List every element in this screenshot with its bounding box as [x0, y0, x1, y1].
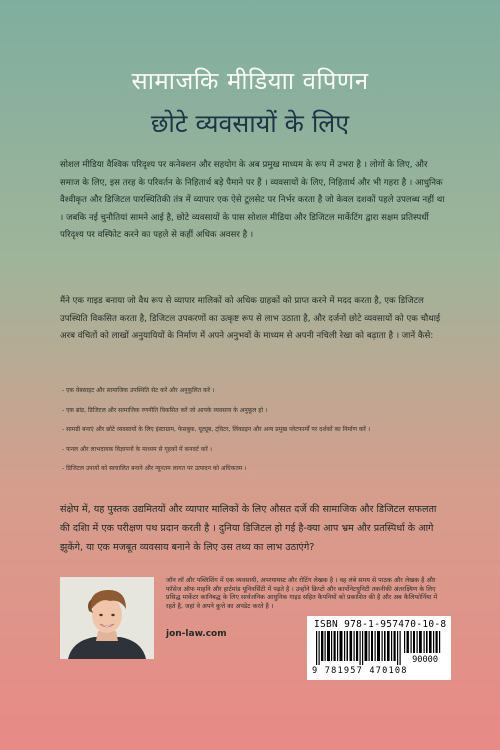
- summary-paragraph: संक्षेप में, यह पुस्तक उद्यमितयों और व्यापार मालिकों के लिए औसत दर्जे की सामाजिक और डिजिटल सफलता की दशिा में एक परीक्षण पथ प्रदान करती है । दुनिया डिजिटल हो गई है-क्या आप भ्रम और प्रतस्पिर्धा के आगे झुकेंगे, या एक मजबूत व्यवसाय बनाने के लिए उस तथ्य का लाभ उठाएंगे?: [60, 504, 437, 553]
- feature-list-item: - डिजिटल उपायों को स्वचालित बनाने और न्यूनतम लागत पर उत्पादन को अधिकतम ।: [62, 465, 247, 472]
- isbn-barcode: [307, 616, 451, 680]
- cover-title-line1: सामाजकि मीडियाा वपिणन: [131, 67, 369, 95]
- author-bio: जॉन लॉ और पब्लिशिंग में एक व्यवसायी, अपरयायस्ट और रोटिंग लेखक है । वह लंबे समय से पाठक और लेखक है और फॉसेज ऑफ माहनि और हार्टमांड यूनिवर्सिटी में पढ़ते है । उन्होंने क्रिप्टो और कार्पोनेटयुनिटी तकनीकी अंतरक्ष्यिण के लिए प्रसिद्ध मार्केटर कानिबद्ध के लिए सार्वजनिक आधुनिक गाइड सहित कैपनियों को प्रकाशित की है और अब कैलिफोर्निया में रहते है, जहां वे अपने कुत्ते का अपडेट करते है ।: [166, 577, 438, 611]
- description-paragraph-1: सोशल मीडिया वैश्विक परिदृश्य पर कनेक्शन और सहयोग के अब प्रमुख माध्यम के रूप में उभरा है । लोगों के लिए, और समाज के लिए, इस तरह के परिवर्तन के निहितार्थ बड़े पैमाने पर हैं । व्यवसायों के लिए, निहितार्थ और भी गहरा है । आधुनिक वैश्वीकृत और डिजिटल पारस्थितिकी तंत्र में व्यापार एक ऐसे टूलसेट पर निर्भर करता है जो केवल दशकों पहले उपलब्ध नहीं था । जबकि नई चुनौतियां सामने आई है, छोटे व्यवसायों के पास सोशल मीडिया और डिजिटल मार्केटिंग द्वारा सक्षम प्रतिस्पर्धी परिदृश्य पर वस्फिोट करने का पहले से कहीं अधिक अवसर है ।: [60, 160, 445, 240]
- author-portrait-icon: [60, 577, 154, 659]
- feature-list-item: - एक ब्रांड, डिजिटल और सामाजिक रणनीति विकसित करें जो आपके व्यवसाय के अनुकूल हो ।: [62, 406, 268, 414]
- feature-list-item: - फनल और लाभदायक विज्ञापनों के माध्यम से गृहकों में कनवर्ट करें ।: [62, 445, 212, 453]
- price-code: 90000: [412, 655, 438, 665]
- author-photo: [60, 577, 154, 659]
- cover-title-line2: छोटे व्यवसायों के लिए: [150, 109, 350, 138]
- barcode-bars-icon: [312, 631, 448, 665]
- ean-digits: 9 781957 470108: [312, 666, 408, 676]
- description-paragraph-2: मैंने एक गाइड बनाया जो वैध रूप से व्यापार मालिकों को अधिक ग्राहकों को प्राप्त करने में मदद करता है, एक डिजिटल उपस्थिति विकसित करता है, डिजिटल उपकरणों का उत्कृष्ट रूप से लाभ उठाता है, और दर्जनों छोटे व्यवसायों को एक चौथाई अरब वंचितों को लाखों अनुयायियों के निर्माण में अपने अनुभवों के माध्यम से अपनी नचिली रेखा को बढ़ाता है । जानें कैसे:: [60, 296, 441, 341]
- isbn-label: ISBN 978-1-957470-10-8: [314, 619, 447, 630]
- feature-list-item: - एक वेबसाइट और सामाजिक उपस्थिति सेट करें और अनुकूलित करें ।: [62, 387, 215, 394]
- author-website: jon-law.com: [166, 629, 227, 639]
- feature-list: [60, 387, 445, 485]
- feature-list-item: - सामग्री बनाएं और छोटे व्यवसायों के लिए इंस्टाग्राम, फेसबुक, यूट्यूब, ट्विटर, लिंक्डइन और अन्य प्रमुख प्लेटफार्मों पर दर्शकों का निर्माण करें ।: [62, 426, 371, 433]
